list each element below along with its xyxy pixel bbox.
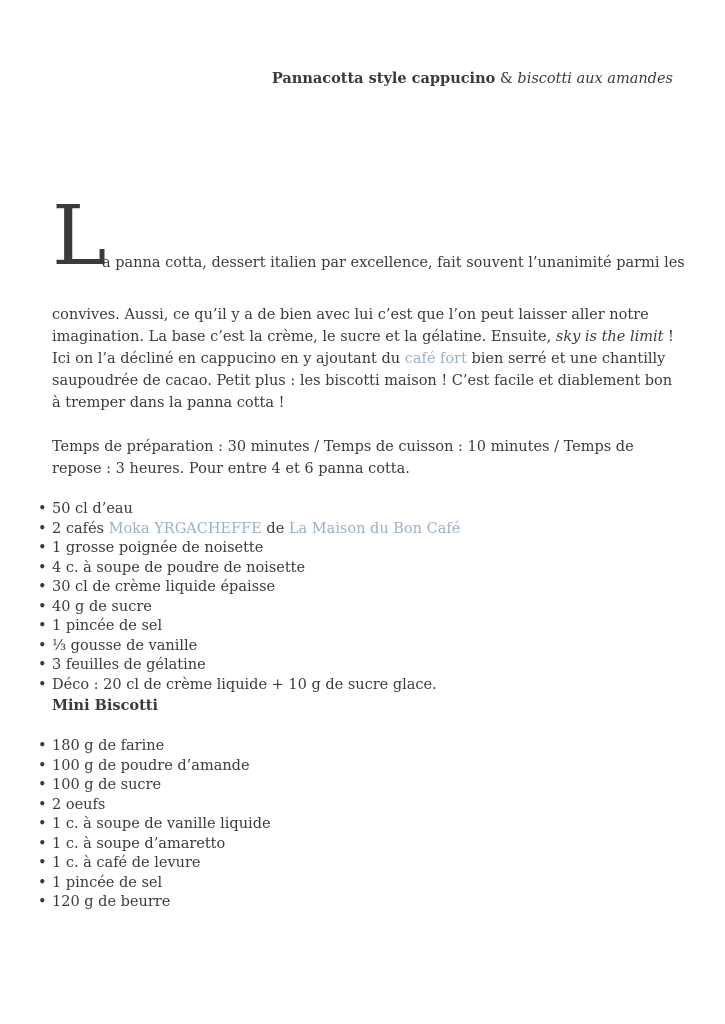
list-item: • 3 feuilles de gélatine <box>52 656 674 676</box>
article-content <box>52 189 685 913</box>
list-item: • 1 c. à café de levure <box>52 854 674 874</box>
list-item: • 1 c. à soupe de vanille liquide <box>52 815 674 835</box>
drop-cap: L <box>52 189 107 284</box>
list-item: • 100 g de poudre d’amande <box>52 757 674 777</box>
cafe-mid: de <box>261 520 289 537</box>
title-subtitle: biscotti aux amandes <box>517 71 673 87</box>
list-item: • 4 c. à soupe de poudre de noisette <box>52 559 674 579</box>
intro-first-line <box>52 189 685 284</box>
list-item <box>52 520 674 540</box>
timing-info: Temps de préparation : 30 minutes / Temps de cuisson : 10 minutes / Temps de repose : 3 heures. Pour entre 4 et 6 panna cotta. <box>52 439 634 477</box>
biscotti-heading: Mini Biscotti <box>52 697 158 714</box>
title-main: Pannacotta style cappucino <box>271 70 496 87</box>
ingredients-list-biscotti <box>52 737 674 913</box>
intro-text-1: convives. Aussi, ce qu’il y a de bien avec lui c’est que l’on peut laisser aller notre imagination. La base c’est la crème, le sucre et la gélatine. Ensuite, <box>52 307 649 345</box>
list-item: • 30 cl de crème liquide épaisse <box>52 578 674 598</box>
intro-paragraph <box>52 304 674 414</box>
ingredients-list-pannacotta <box>52 500 674 695</box>
intro-text-3: bien serré et une chantilly saupoudrée de cacao. Petit plus : les biscotti maison ! C’est facile et diablement bon à tremper dans la panna cotta ! <box>52 351 673 411</box>
post-title <box>272 70 673 87</box>
list-item: • 180 g de farine <box>52 737 674 757</box>
list-item: • ⅓ gousse de vanille <box>52 637 674 657</box>
list-item: • Déco : 20 cl de crème liquide + 10 g de sucre glace. <box>52 676 674 696</box>
list-item: • 100 g de sucre <box>52 776 674 796</box>
list-item: • 40 g de sucre <box>52 598 674 618</box>
list-item: • 1 pincée de sel <box>52 617 674 637</box>
cafe-prefix: 2 cafés <box>52 520 109 537</box>
title-separator: & <box>495 71 518 87</box>
list-item: • 1 grosse poignée de noisette <box>52 539 674 559</box>
intro-first-line-text: a panna cotta, dessert italien par excellence, fait souvent l’unanimité parmi les <box>102 255 685 271</box>
list-item: • 120 g de beurre <box>52 893 674 913</box>
list-item: • 1 c. à soupe d’amaretto <box>52 835 674 855</box>
intro-emphasis: sky is the limit <box>555 329 664 345</box>
list-item: • 1 pincée de sel <box>52 874 674 894</box>
list-item: • 50 cl d’eau <box>52 500 674 520</box>
maison-bon-cafe-link[interactable]: La Maison du Bon Café <box>288 520 461 537</box>
moka-link[interactable]: Moka YRGACHEFFE <box>108 520 262 537</box>
intro-text-2: ! Ici on l’a décliné en cappucino en y ajoutant du <box>52 329 674 367</box>
list-item: • 2 oeufs <box>52 796 674 816</box>
cafe-fort-link[interactable]: café fort <box>404 351 467 367</box>
